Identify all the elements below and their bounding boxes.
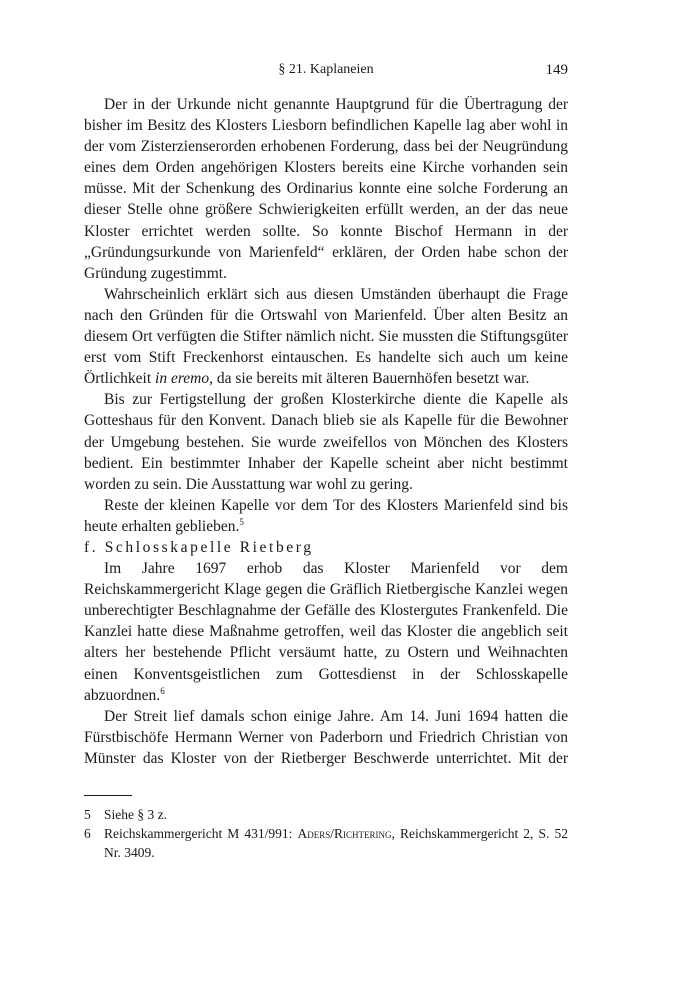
- footnote: [84, 805, 568, 824]
- paragraph-text: Im Jahre 1697 erhob das Kloster Marienfeld vor dem Reichskammergericht Klage gegen die Gräflich Rietbergische Kanzlei wegen unberechtigter Beschlagnahme der Gefälle des Klostergutes Frankenfeld. Die Kanzlei hatte diese Maßnahme getroffen, weil das Kloster die angeblich seit alters her bestehende Pflicht versäumt hatte, zu Ostern und Weihnachten einen Konventsgeistlichen zum Gottesdienst in der Schlosskapelle abzuordnen.: [84, 560, 568, 704]
- section-heading: f. Schlosskapelle Rietberg: [84, 538, 314, 556]
- footnote-text-part: Reichskammergericht M 431/991:: [104, 826, 298, 841]
- footnote-text: [104, 824, 568, 862]
- paragraph-text: Reste der kleinen Kapelle vor dem Tor des Klosters Marienfeld sind bis heute erhalten geblieben.: [84, 496, 568, 535]
- footnote-text-part: , Reichskammergericht 2, S. 52 Nr. 3409.: [104, 826, 569, 860]
- paragraph: Bis zur Fertigstellung der großen Klosterkirche diente die Kapelle als Gotteshaus für den Konvent. Danach blieb sie als Kapelle für die Bewohner der Umgebung bestehen. Sie wurde zweifellos von Mönchen des Klosters bedient. Ein bestimmter Inhaber der Kapelle scheint aber nicht bestimmt worden zu sein. Die Ausstattung war wohl zu gering.: [84, 391, 568, 493]
- paragraph: [84, 495, 568, 537]
- main-text: [84, 94, 568, 769]
- footnote-ref[interactable]: 6: [160, 685, 165, 696]
- footnote-text: Siehe § 3 z.: [104, 807, 167, 822]
- paragraph-text: Wahrscheinlich erklärt sich aus diesen Umständen überhaupt die Frage nach den Gründen für die Ortswahl von Marienfeld. Über alten Besitz an diesem Ort verfügten die Stifter nämlich nicht. Sie mussten die Stiftungsgüter erst vom Stift Freckenhorst eintauschen. Es handelte sich auch um keine Örtlichkeit: [84, 285, 568, 388]
- page-number: 149: [545, 62, 568, 78]
- footnote-divider: [84, 795, 132, 796]
- paragraph-text: , da sie bereits mit älteren Bauernhöfen besetzt war.: [209, 370, 530, 388]
- footnote-number: 5: [84, 807, 91, 822]
- footnote-number: 6: [84, 826, 91, 841]
- italic-term: in eremo: [155, 370, 210, 388]
- paragraph: Der Streit lief damals schon einige Jahre. Am 14. Juni 1694 hatten die Fürstbischöfe Hermann Werner von Paderborn und Friedrich Christian von Münster das Kloster von der Rietberger Beschwerde unterrichtet. Mit der: [84, 707, 568, 767]
- footnote-ref[interactable]: 5: [239, 516, 244, 527]
- running-title: § 21. Kaplaneien: [278, 62, 374, 77]
- paragraph: [84, 558, 568, 706]
- footnote: [84, 824, 568, 862]
- paragraph: Der in der Urkunde nicht genannte Hauptgrund für die Übertragung der bisher im Besitz des Klosters Liesborn befindlichen Kapelle lag aber wohl in der vom Zisterzienserorden erhobenen Forderung, dass bei der Neugründung eines dem Orden angehörigen Klosters bereits eine Kirche vorhanden sein müsse. Mit der Schenkung des Ordinarius konnte eine solche Forderung an dieser Stelle ohne größere Schwierigkeiten erfüllt werden, an der das neue Kloster errichtet werden sollte. So konnte Bischof Hermann in der „Gründungsurkunde von Marienfeld“ erklären, der Orden habe schon der Gründung zugestimmt.: [84, 96, 568, 282]
- running-header: [84, 62, 568, 82]
- author-names: Aders/Richtering: [297, 826, 392, 841]
- paragraph: [84, 284, 568, 389]
- footnotes: [84, 805, 568, 862]
